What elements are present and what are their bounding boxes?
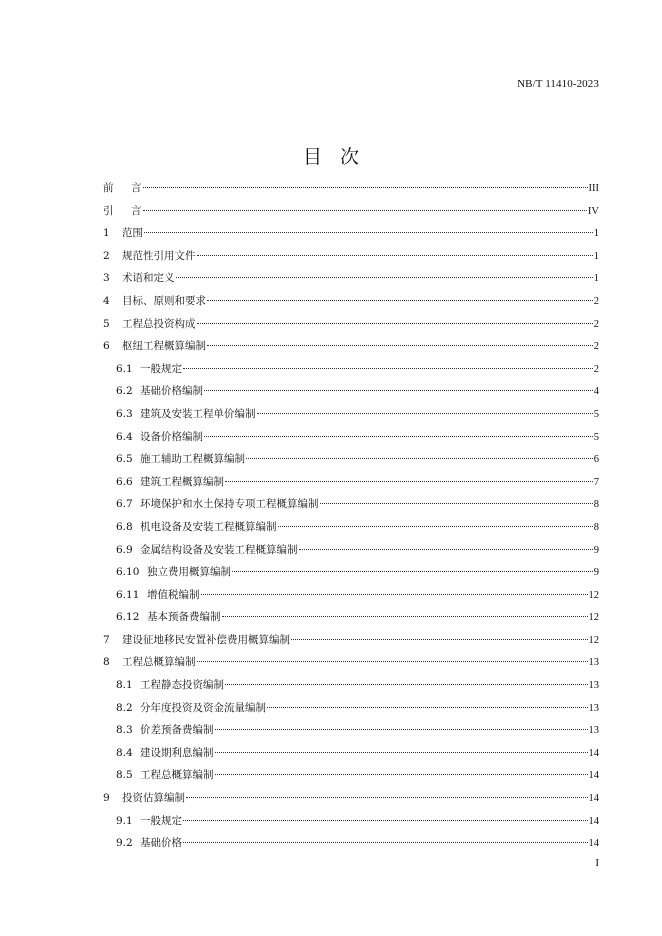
toc-entry-title: 规范性引用文件 [122,249,196,262]
toc-entry[interactable] [103,520,599,543]
dot-leader [197,323,593,324]
toc-entry-page: 14 [588,815,599,827]
toc-entry[interactable] [103,181,599,204]
toc-entry-page: 4 [593,386,599,398]
toc-entry[interactable] [103,226,599,249]
toc-entry-number: 9 [103,792,110,805]
toc-entry-title: 工程总概算编制 [122,656,196,669]
toc-entry[interactable] [103,475,599,498]
toc-entry-page: 5 [593,408,599,420]
toc-entry-title: 工程静态投资编制 [140,679,224,692]
toc-entry-title: 工程总投资构成 [122,317,196,330]
toc-entry-number: 6.7 [116,498,133,511]
dot-leader [320,503,593,504]
toc-entry-number: 6.1 [116,362,133,375]
toc-entry-number: 6.2 [116,385,133,398]
toc-entry-title: 建设征地移民安置补偿费用概算编制 [122,633,290,646]
toc-entry-title: 一般规定 [140,362,182,375]
toc-entry-number: 6.6 [116,475,133,488]
toc-entry-number: 5 [103,317,110,330]
toc-entry-title: 建筑工程概算编制 [140,475,224,488]
toc-entry[interactable] [103,678,599,701]
toc-entry-page: 2 [593,318,599,330]
toc-entry[interactable] [103,430,599,453]
toc-entry-page: 8 [593,521,599,533]
toc-entry[interactable] [103,407,599,430]
toc-entry-title: 言 [131,182,142,194]
toc-entry-number: 前 [103,182,114,194]
toc-entry-title: 机电设备及安装工程概算编制 [140,520,277,533]
toc-entry-page: 12 [588,612,599,624]
toc-entry-number: 6.12 [116,611,140,624]
toc-entry-number: 6.11 [116,588,140,601]
toc-entry-page: 14 [588,793,599,805]
toc-entry-page: 8 [593,499,599,511]
toc-entry-title: 施工辅助工程概算编制 [140,453,245,466]
toc-entry[interactable] [103,339,599,362]
toc-entry-title: 术语和定义 [122,272,175,285]
toc-entry-title: 建设期利息编制 [140,746,214,759]
dot-leader [257,413,593,414]
toc-entry-number: 6.5 [116,453,133,466]
toc-entry-page: 2 [593,363,599,375]
toc-entry-page: 9 [593,544,599,556]
toc-entry-number: 8.5 [116,769,133,782]
toc-entry-title: 投资估算编制 [122,792,185,805]
toc-entry-title: 言 [131,204,142,217]
toc-entry-page: 1 [593,228,599,240]
title-part-2: 次 [340,146,360,168]
toc-entry-page: 12 [588,589,599,601]
dot-leader [215,752,588,753]
toc-entry[interactable] [103,701,599,724]
toc-entry[interactable] [103,249,599,272]
toc-entry-number: 8.3 [116,724,133,737]
dot-leader [144,232,593,233]
toc-entry-page: 2 [593,295,599,307]
toc-entry-number: 6 [103,340,110,353]
toc-entry-page: 9 [593,567,599,579]
dot-leader [176,277,593,278]
toc-entry-title: 基础价格编制 [140,385,203,398]
toc-entry-number: 3 [103,272,110,285]
toc-entry-page: 13 [588,725,599,737]
toc-entry-number: 6.9 [116,543,133,556]
toc-entry-title: 工程总概算编制 [140,769,214,782]
toc-entry[interactable] [103,497,599,520]
toc-entry[interactable] [103,204,599,227]
toc-entry[interactable] [103,452,599,475]
toc-entry[interactable] [103,746,599,769]
toc-entry-page: 12 [588,634,599,646]
toc-entry[interactable] [103,565,599,588]
toc-entry-page: 1 [593,273,599,285]
toc-entry[interactable] [103,723,599,746]
toc-entry[interactable] [103,362,599,385]
dot-leader [183,820,588,821]
dot-leader [232,571,593,572]
toc-entry[interactable] [103,294,599,317]
toc-entry-number: 2 [103,249,110,262]
toc-entry[interactable] [103,633,599,656]
toc-entry-page: 7 [593,476,599,488]
toc-entry-number: 8.2 [116,701,133,714]
page-number: I [595,857,599,869]
toc-entry-number: 6.8 [116,520,133,533]
toc-entry-title: 增值税编制 [147,588,200,601]
toc-entry-page: 14 [588,770,599,782]
toc-entry-title: 范围 [122,227,143,240]
toc-entry-number: 9.2 [116,837,133,850]
toc-entry-title: 价差预备费编制 [140,724,214,737]
dot-leader [204,390,593,391]
dot-leader [143,187,588,188]
dot-leader [299,549,593,550]
toc-entry-page: 14 [588,838,599,850]
dot-leader [197,255,593,256]
toc-entry-number: 8.1 [116,679,133,692]
toc-entry-page: 2 [593,341,599,353]
toc-entry-page: 6 [593,454,599,466]
toc-entry-page: 5 [593,431,599,443]
toc-entry[interactable] [103,768,599,791]
dot-leader [267,707,588,708]
dot-leader [246,458,593,459]
toc-entry[interactable] [103,317,599,340]
toc-entry-title: 基本预备费编制 [147,611,221,624]
toc-entry[interactable] [103,836,599,859]
dot-leader [222,616,588,617]
dot-leader [207,300,593,301]
dot-leader [143,210,587,211]
toc-entry-title: 目标、原则和要求 [122,294,206,307]
toc-entry-number: 6.4 [116,430,133,443]
toc-entry-page: III [588,183,599,194]
toc-entry-number: 9.1 [116,814,133,827]
toc-entry-title: 金属结构设备及安装工程概算编制 [140,543,298,556]
dot-leader [215,774,588,775]
table-of-contents [103,181,599,859]
page-title [0,142,662,169]
dot-leader [215,729,588,730]
dot-leader [291,639,588,640]
toc-entry-number: 1 [103,227,110,240]
dot-leader [204,436,593,437]
toc-entry-number: 6.10 [116,566,140,579]
dot-leader [225,684,588,685]
toc-entry-page: 13 [588,657,599,669]
toc-entry-title: 基础价格 [140,837,182,850]
toc-entry-title: 环境保护和水土保持专项工程概算编制 [140,498,319,511]
standard-code: NB/T 11410-2023 [517,78,599,90]
toc-entry-page: IV [587,205,599,217]
toc-entry-title: 枢纽工程概算编制 [122,340,206,353]
toc-entry-title: 分年度投资及资金流量编制 [140,701,266,714]
dot-leader [225,481,593,482]
toc-entry-page: 13 [588,702,599,714]
toc-entry-number: 引 [103,204,114,217]
toc-entry-number: 8 [103,656,110,669]
toc-entry-number: 4 [103,294,110,307]
toc-entry-number: 8.4 [116,746,133,759]
toc-entry-title: 一般规定 [140,814,182,827]
toc-entry[interactable] [103,384,599,407]
title-part-1: 目 [302,146,322,168]
dot-leader [183,842,588,843]
toc-entry[interactable] [103,610,599,633]
toc-entry[interactable] [103,655,599,678]
dot-leader [278,526,593,527]
toc-entry-page: 13 [588,680,599,692]
toc-entry[interactable] [103,588,599,611]
toc-entry-title: 独立费用概算编制 [147,566,231,579]
toc-entry-title: 设备价格编制 [140,430,203,443]
toc-entry-page: 1 [593,250,599,262]
dot-leader [183,368,593,369]
dot-leader [186,797,588,798]
toc-entry-number: 6.3 [116,407,133,420]
toc-entry[interactable] [103,271,599,294]
dot-leader [197,661,588,662]
dot-leader [207,345,593,346]
toc-entry[interactable] [103,543,599,566]
toc-entry-page: 14 [588,747,599,759]
toc-entry[interactable] [103,814,599,837]
toc-entry[interactable] [103,791,599,814]
dot-leader [201,594,588,595]
toc-entry-title: 建筑及安装工程单价编制 [140,407,256,420]
toc-entry-number: 7 [103,633,110,646]
